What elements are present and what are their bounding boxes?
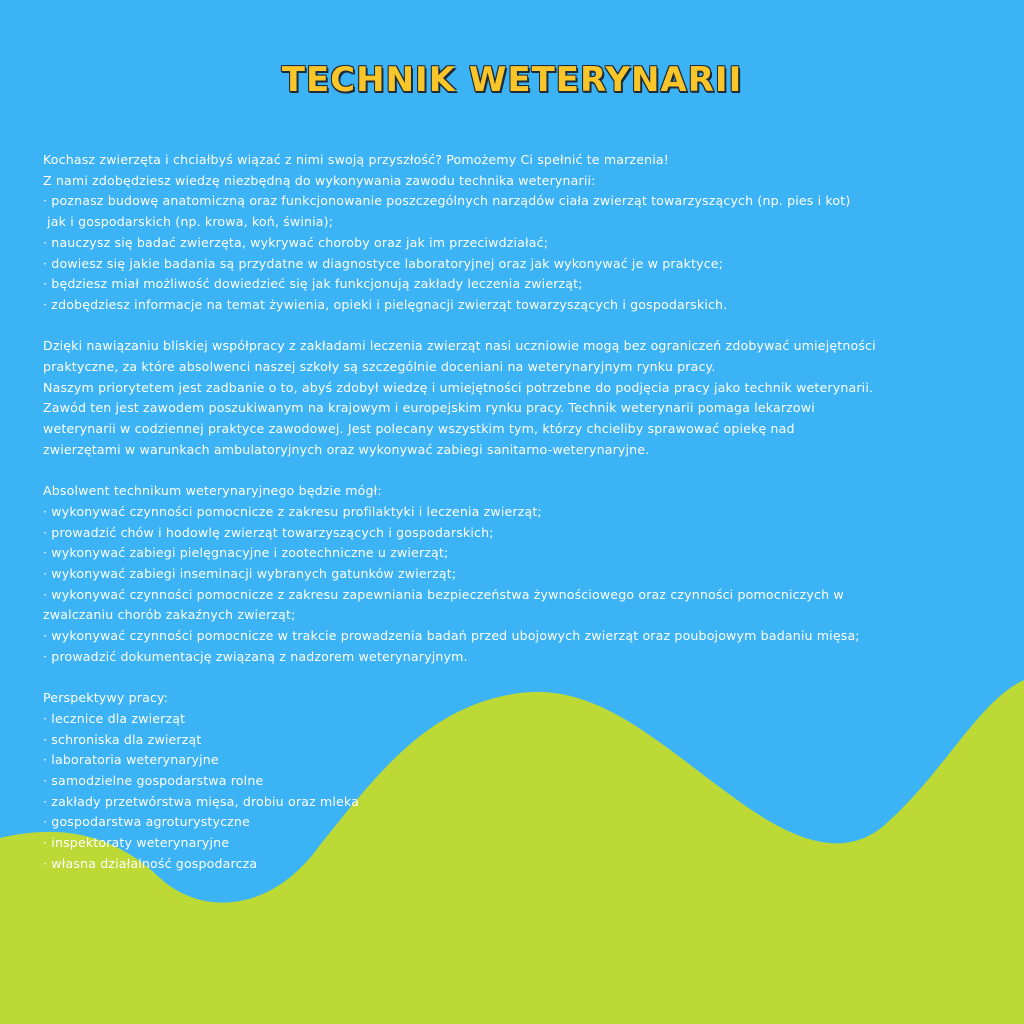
graduate-bullet: · wykonywać zabiegi inseminacji wybranych gatunków zwierząt; (43, 566, 457, 582)
cooperation-line: praktyczne, za które absolwenci naszej szkoły są szczególnie doceniani na weterynaryjnym rynku pracy. (43, 359, 716, 375)
intro-bullet: · będziesz miał możliwość dowiedzieć się jak funkcjonują zakłady leczenia zwierząt; (43, 276, 583, 292)
paragraph-spacer (43, 316, 1003, 337)
intro-line: Z nami zdobędziesz wiedzę niezbędną do wykonywania zawodu technika weterynarii: (43, 172, 596, 188)
graduate-bullet: · wykonywać czynności pomocnicze z zakresu zapewniania bezpieczeństwa żywnościowego oraz czynności pomocniczych w (43, 586, 844, 602)
graduate-bullet: · wykonywać czynności pomocnicze z zakresu profilaktyki i leczenia zwierząt; (43, 503, 542, 519)
intro-line: Kochasz zwierzęta i chciałbyś wiązać z nimi swoją przyszłość? Pomożemy Ci spełnić te marzenia! (43, 152, 669, 167)
paragraph-spacer (43, 461, 1003, 482)
graduate-bullet: zwalczaniu chorób zakaźnych zwierząt; (43, 607, 296, 623)
prospects-item: · schroniska dla zwierząt (43, 731, 202, 747)
intro-bullet: · dowiesz się jakie badania są przydatne w diagnostyce laboratoryjnej oraz jak wykonywać je w praktyce; (43, 255, 724, 271)
graduate-bullet: · prowadzić chów i hodowlę zwierząt towarzyszących i gospodarskich; (43, 524, 494, 540)
cooperation-line: zwierzętami w warunkach ambulatoryjnych oraz wykonywać zabiegi sanitarno-weterynaryjne. (43, 441, 650, 457)
cooperation-line: Zawód ten jest zawodem poszukiwanym na krajowym i europejskim rynku pracy. Technik weterynarii pomaga lekarzowi (43, 400, 815, 416)
prospects-item: · lecznice dla zwierząt (43, 710, 186, 726)
intro-bullet: · zdobędziesz informacje na temat żywienia, opieki i pielęgnacji zwierząt towarzyszących i gospodarskich. (43, 296, 728, 312)
prospects-item: · gospodarstwa agroturystyczne (43, 814, 250, 830)
graduate-bullet: · wykonywać czynności pomocnicze w trakcie prowadzenia badań przed ubojowych zwierząt oraz poubojowym badaniu mięsa; (43, 628, 860, 644)
prospects-heading: Perspektywy pracy: (43, 690, 169, 706)
page-title: TECHNIK WETERYNARII (281, 60, 743, 100)
paragraph-spacer (43, 668, 1003, 689)
prospects-item: · zakłady przetwórstwa mięsa, drobiu oraz mleka (43, 793, 359, 809)
intro-bullet: jak i gospodarskich (np. krowa, koń, świnia); (43, 214, 334, 230)
intro-bullet: · poznasz budowę anatomiczną oraz funkcjonowanie poszczególnych narządów ciała zwierząt towarzyszących (np. pies i kot) (43, 193, 851, 209)
graduate-heading: Absolwent technikum weterynaryjnego będzie mógł: (43, 483, 382, 499)
cooperation-line: Naszym priorytetem jest zadbanie o to, abyś zdobył wiedzę i umiejętności potrzebne do podjęcia pracy jako technik weterynarii. (43, 379, 874, 395)
prospects-item: · własna działalność gospodarcza (43, 855, 258, 871)
content-body (43, 150, 1003, 875)
graduate-bullet: · prowadzić dokumentację związaną z nadzorem weterynaryjnym. (43, 648, 468, 664)
graduate-bullet: · wykonywać zabiegi pielęgnacyjne i zootechniczne u zwierząt; (43, 545, 449, 561)
prospects-item: · laboratoria weterynaryjne (43, 752, 219, 768)
cooperation-line: weterynarii w codziennej praktyce zawodowej. Jest polecany wszystkim tym, którzy chcieliby sprawować opiekę nad (43, 421, 795, 437)
prospects-item: · inspektoraty weterynaryjne (43, 835, 230, 851)
intro-bullet: · nauczysz się badać zwierzęta, wykrywać choroby oraz jak im przeciwdziałać; (43, 234, 549, 250)
cooperation-line: Dzięki nawiązaniu bliskiej współpracy z zakładami leczenia zwierząt nasi uczniowie mogą bez ograniczeń zdobywać umiejętności (43, 338, 876, 354)
prospects-item: · samodzielne gospodarstwa rolne (43, 773, 264, 789)
